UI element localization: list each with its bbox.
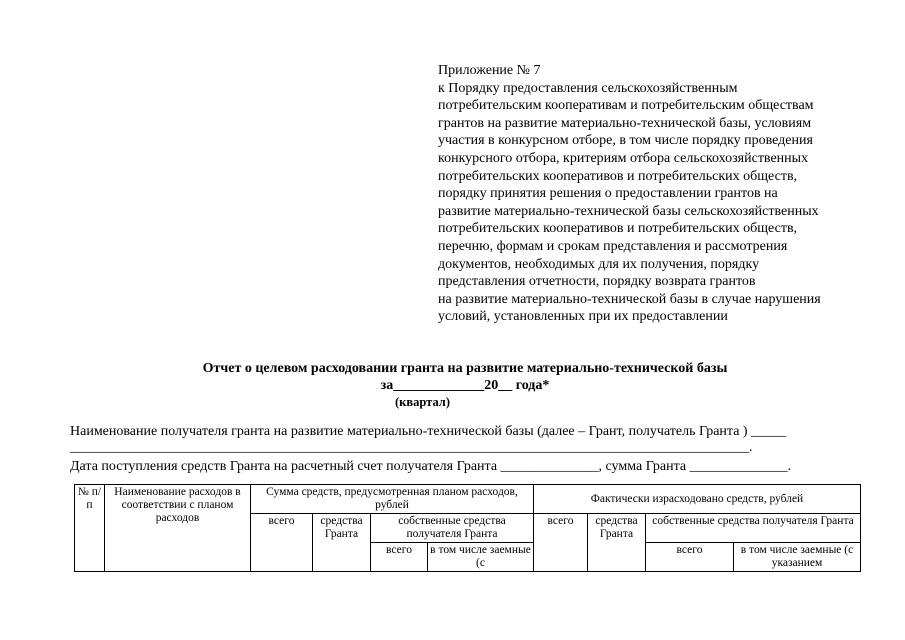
date-line: Дата поступления средств Гранта на расчетный счет получателя Гранта ______________, сумма Гранта ______________. — [70, 459, 792, 474]
appendix-line: Приложение № 7 — [438, 63, 541, 78]
header-actual: Фактически израсходовано средств, рублей — [534, 485, 861, 514]
appendix-line: участия в конкурсном отборе, в том числе порядку проведения — [438, 133, 813, 149]
recipient-line: Наименование получателя гранта на развитие материально-технической базы (далее – Грант, получатель Гранта ) _____ — [70, 424, 787, 439]
appendix-line: документов, необходимых для их получения, порядку — [438, 256, 760, 272]
report-table — [74, 484, 861, 572]
header-planned: Сумма средств, предусмотренная планом расходов, рублей — [251, 485, 534, 514]
header-planned-borrowed: в том числе заемные (с — [428, 543, 534, 572]
appendix-line: развитие материально-технической базы сельскохозяйственных — [438, 203, 819, 219]
appendix-line: конкурсного отбора, критериям отбора сельскохозяйственных — [438, 150, 809, 166]
header-number: № п/п — [75, 485, 105, 572]
header-actual-total: всего — [534, 514, 588, 572]
appendix-line: потребительских кооперативов и потребительских обществ, — [438, 221, 798, 237]
appendix-line: перечню, формам и срокам представления и рассмотрения — [438, 238, 788, 254]
blank-line: _________________________________________________________________________________________________. — [70, 440, 753, 455]
header-actual-own: собственные средства получателя Гранта — [646, 514, 861, 543]
header-expense-name: Наименование расходов в соответствии с планом расходов — [105, 485, 251, 572]
appendix-line: потребительским кооперативам и потребительским обществам — [438, 98, 814, 114]
header-actual-own-total: всего — [646, 543, 734, 572]
report-period-note: (квартал) — [395, 395, 450, 409]
appendix-line: потребительских кооперативов и потребительских обществ, — [438, 168, 798, 184]
appendix-line: на развитие материально-технической базы в случае нарушения — [438, 291, 821, 307]
header-planned-total: всего — [251, 514, 313, 572]
appendix-line: условий, установленных при их предоставлении — [438, 309, 728, 325]
appendix-header — [438, 62, 878, 326]
report-period: за_____________20__ года* — [380, 378, 550, 393]
appendix-line: к Порядку предоставления сельскохозяйственным — [438, 80, 738, 96]
appendix-line: представления отчетности, порядку возврата грантов — [438, 274, 756, 290]
header-planned-grant: средства Гранта — [313, 514, 371, 572]
header-actual-grant: средства Гранта — [588, 514, 646, 572]
appendix-line: порядку принятия решения о предоставлении грантов на — [438, 186, 778, 202]
header-actual-borrowed: в том числе заемные (с указанием — [734, 543, 861, 572]
header-planned-own: собственные средства получателя Гранта — [371, 514, 534, 543]
header-planned-own-total: всего — [371, 543, 428, 572]
report-title: Отчет о целевом расходовании гранта на развитие материально-технической базы — [202, 361, 728, 376]
appendix-line: грантов на развитие материально-технической базы, условиям — [438, 115, 812, 131]
